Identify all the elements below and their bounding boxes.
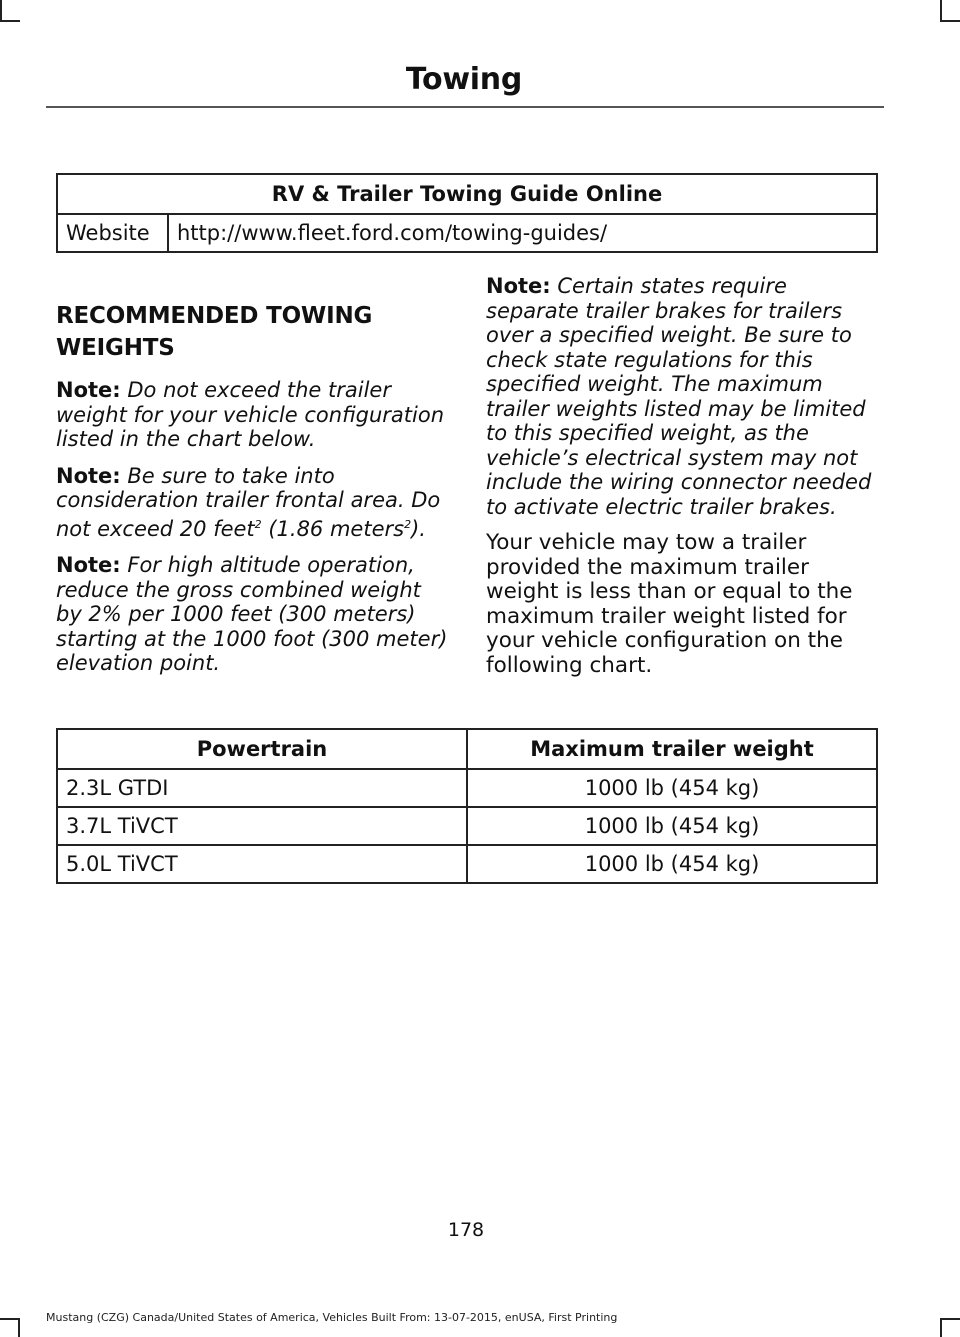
left-column <box>56 300 448 688</box>
note-label: Note: <box>56 463 121 488</box>
note-text: Do not exceed the trailer weight for your vehicle configuration listed in the chart below. <box>56 378 445 451</box>
section-heading-line-2: WEIGHTS <box>56 335 175 361</box>
right-column <box>486 274 878 678</box>
table-row <box>57 807 877 845</box>
footer-text: Mustang (CZG) Canada/United States of America, Vehicles Built From: 13-07-2015, enUSA, First Printing <box>46 1311 618 1324</box>
note-text-part: Be sure to take into consideration trailer frontal area. Do not exceed 20 feet <box>56 463 441 541</box>
section-heading-line-1: RECOMMENDED TOWING <box>56 303 373 329</box>
powertrain-cell: 3.7L TiVCT <box>57 807 467 845</box>
page-number: 178 <box>447 1219 485 1241</box>
crop-mark <box>940 1318 942 1337</box>
crop-mark <box>18 1318 20 1337</box>
crop-mark <box>940 0 942 20</box>
section-heading <box>56 300 448 364</box>
table-row <box>57 845 877 883</box>
weight-cell: 1000 lb (454 kg) <box>467 845 877 883</box>
crop-mark <box>0 0 2 20</box>
crop-mark <box>940 20 960 22</box>
powertrain-cell: 5.0L TiVCT <box>57 845 467 883</box>
body-paragraph: Your vehicle may tow a trailer provided the maximum trailer weight is less than or equal to the maximum trailer weight listed for your vehicle configuration on the following chart. <box>486 530 853 678</box>
crop-mark <box>0 1318 20 1320</box>
superscript: 2 <box>404 517 412 531</box>
table-row <box>57 769 877 807</box>
trailer-weight-table <box>56 728 878 884</box>
header-divider <box>46 106 884 108</box>
note-text: For high altitude operation, reduce the gross combined weight by 2% per 1000 feet (300 meters) starting at the 1000 foot (300 meter) elevation point. <box>56 553 448 675</box>
superscript: 2 <box>254 517 262 531</box>
note-trailer-weight <box>56 378 448 452</box>
weight-cell: 1000 lb (454 kg) <box>467 807 877 845</box>
note-trailer-brakes <box>486 274 878 519</box>
note-label: Note: <box>486 274 551 298</box>
column-header-powertrain: Powertrain <box>57 729 467 769</box>
note-label: Note: <box>56 553 121 577</box>
rv-table-heading: RV & Trailer Towing Guide Online <box>57 174 877 214</box>
weight-cell: 1000 lb (454 kg) <box>467 769 877 807</box>
note-label: Note: <box>56 378 121 402</box>
column-header-max-weight: Maximum trailer weight <box>467 729 877 769</box>
table-header-row <box>57 729 877 769</box>
note-text-part: (1.86 meters <box>261 516 405 541</box>
website-label: Website <box>57 214 168 252</box>
crop-mark <box>940 1318 960 1320</box>
table-row <box>57 214 877 252</box>
crop-mark <box>0 20 20 22</box>
note-text: Certain states require separate trailer brakes for trailers over a specified weight. Be sure to check state regulations for this specified weight. The maximum trailer weights listed may be limited to this specified weight, as the vehicle’s electrical system may not include the wiring connector needed to activate electric trailer brakes. <box>486 274 872 519</box>
rv-towing-guide-table <box>56 173 878 253</box>
website-url-link[interactable]: http://www.fleet.ford.com/towing-guides/ <box>168 214 877 252</box>
powertrain-cell: 2.3L GTDI <box>57 769 467 807</box>
note-frontal-area <box>56 464 448 542</box>
note-high-altitude <box>56 553 448 676</box>
page-title: Towing <box>405 62 522 97</box>
note-text-part: ). <box>411 516 426 541</box>
